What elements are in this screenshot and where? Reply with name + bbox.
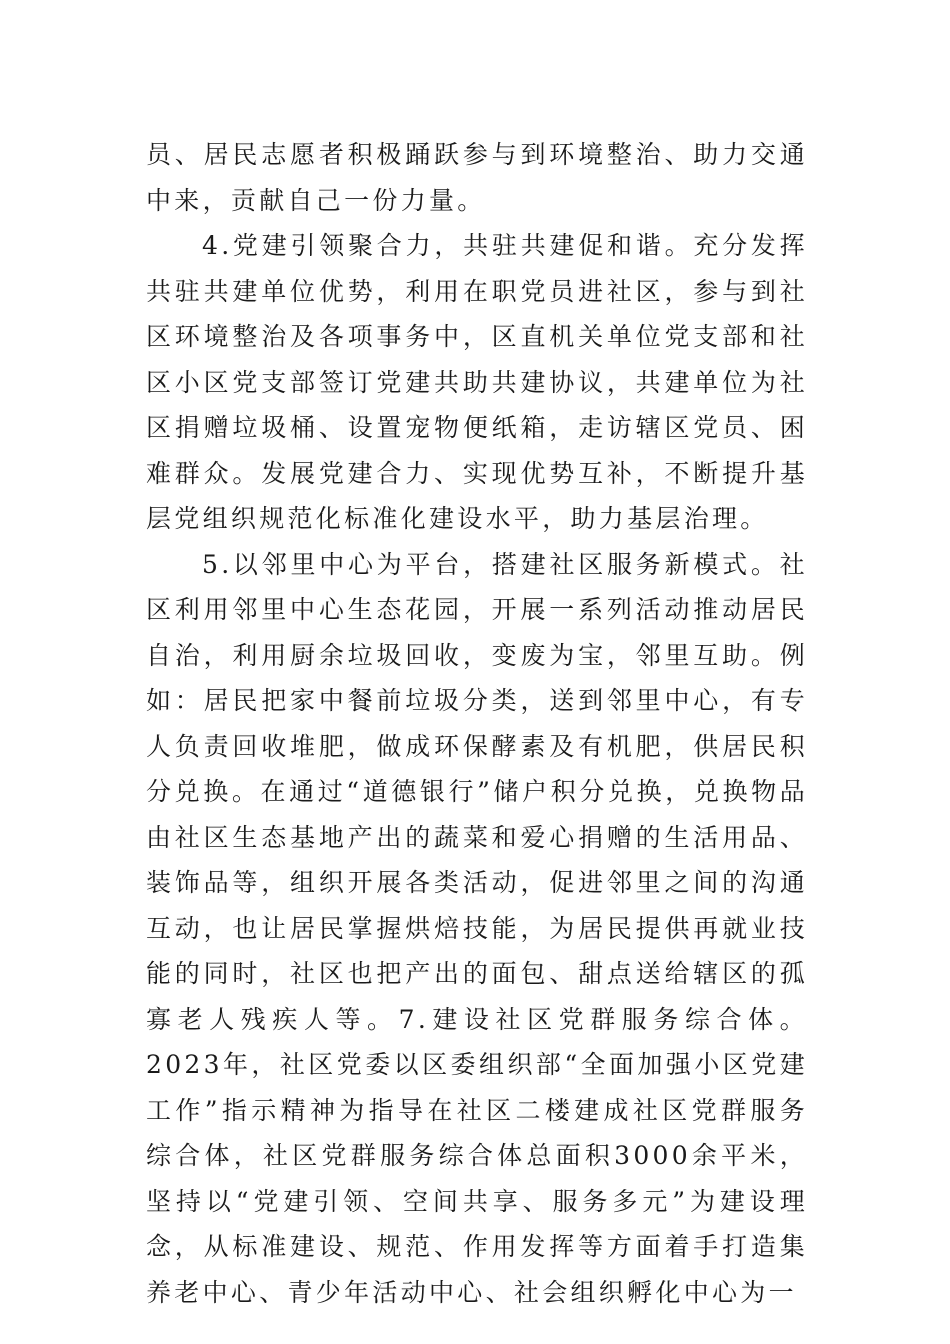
paragraph-1: 员、居民志愿者积极踊跃参与到环境整治、助力交通中来，贡献自己一份力量。 xyxy=(146,140,808,215)
paragraph-3: 5.以邻里中心为平台，搭建社区服务新模式。社区利用邻里中心生态花园，开展一系列活动推动居民自治，利用厨余垃圾回收，变废为宝，邻里互助。例如：居民把家中餐前垃圾分类，送到邻里中心，有专人负责回收堆肥，做成环保酵素及有机肥，供居民积分兑换。在通过“道德银行”储户积分兑换，兑换物品由社区生态基地产出的蔬菜和爱心捐赠的生活用品、装饰品等，组织开展各类活动，促进邻里之间的沟通互动，也让居民掌握烘焙技能，为居民提供再就业技能的同时，社区也把产出的面包、甜点送给辖区的孤寡老人残疾人等。7.建设社区党群服务综合体。2023年，社区党委以区委组织部“全面加强小区党建工作”指示精神为指导在社区二楼建成社区党群服务综合体，社区党群服务综合体总面积3000余平米，坚持以“党建引领、空间共享、服务多元”为建设理念，从标准建设、规范、作用发挥等方面着手打造集养老中心、青少年活动中心、社会组织孵化中心为一 xyxy=(146,549,808,1307)
document-body xyxy=(146,132,808,1315)
paragraph-2: 4.党建引领聚合力，共驻共建促和谐。充分发挥共驻共建单位优势，利用在职党员进社区，参与到社区环境整治及各项事务中，区直机关单位党支部和社区小区党支部签订党建共助共建协议，共建单位为社区捐赠垃圾桶、设置宠物便纸箱，走访辖区党员、困难群众。发展党建合力、实现优势互补，不断提升基层党组织规范化标准化建设水平，助力基层治理。 xyxy=(146,231,808,533)
